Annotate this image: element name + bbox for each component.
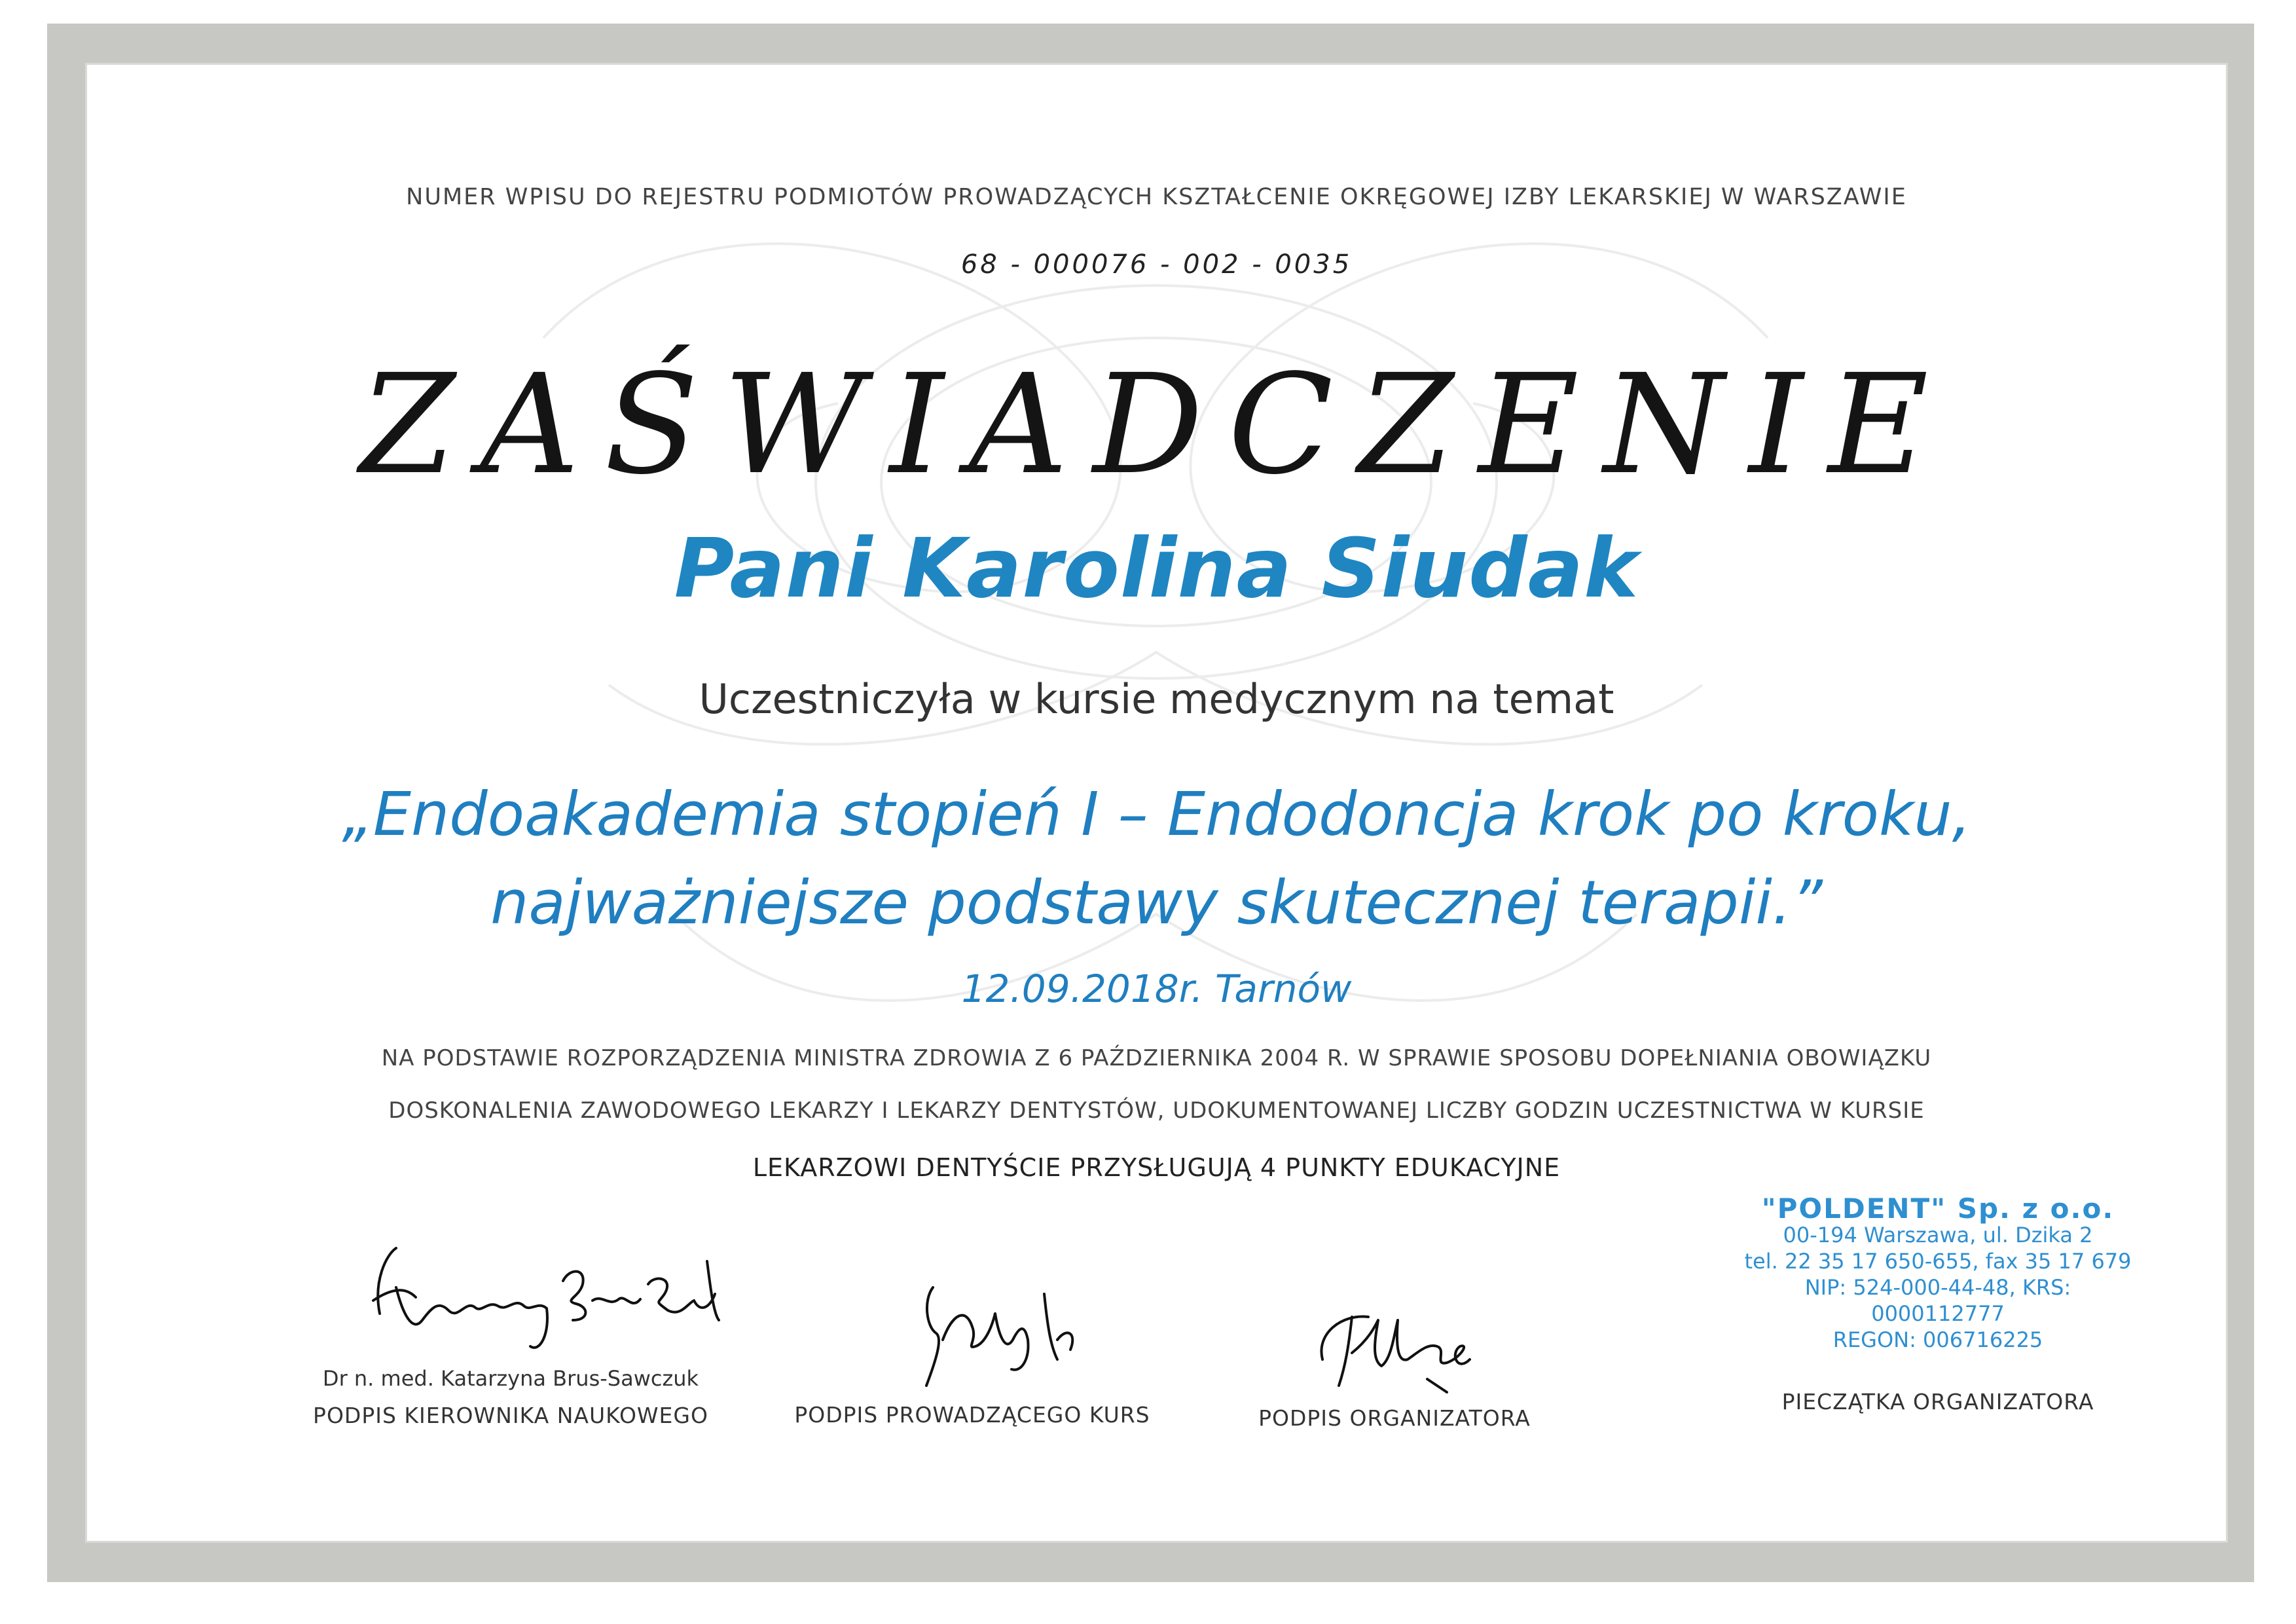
legal-basis-line-1: NA PODSTAWIE ROZPORZĄDZENIA MINISTRA ZDROWIA Z 6 PAŹDZIERNIKA 2004 R. W SPRAWIE SPOSOBU DOPEŁNIANIA OBOWIĄZKU	[381, 1045, 1932, 1071]
organizer-stamp	[1741, 1192, 2134, 1353]
organizer-caption: PODPIS ORGANIZATORA	[1258, 1405, 1531, 1431]
registry-caption: NUMER WPISU DO REJESTRU PODMIOTÓW PROWADZĄCYCH KSZTAŁCENIE OKRĘGOWEJ IZBY LEKARSKIEJ W WARSZAWIE	[406, 184, 1907, 210]
signature-organizer	[1211, 1281, 1578, 1431]
certificate-page	[85, 63, 2228, 1543]
registry-number: 68 - 000076 - 002 - 0035	[960, 249, 1353, 280]
course-date-place: 12.09.2018r. Tarnów	[961, 967, 1352, 1011]
stamp-company: "POLDENT" Sp. z o.o.	[1761, 1192, 2115, 1225]
stamp-regon: REGON: 006716225	[1832, 1327, 2043, 1352]
signature-scientific-head	[282, 1222, 740, 1428]
recipient-name: Pani Karolina Siudak	[674, 521, 1639, 616]
legal-basis-line-2: DOSKONALENIA ZAWODOWEGO LEKARZY I LEKARZY DENTYSTÓW, UDOKUMENTOWANEJ LICZBY GODZIN UCZESTNICTWA W KURSIE	[388, 1098, 1925, 1124]
scientific-head-caption: PODPIS KIEROWNIKA NAUKOWEGO	[313, 1403, 708, 1428]
certificate-border	[47, 24, 2254, 1582]
handwritten-signature-organizer	[1211, 1281, 1578, 1405]
stamp-caption: PIECZĄTKA ORGANIZATORA	[1781, 1389, 2094, 1414]
legal-basis	[85, 1032, 2228, 1137]
stamp-phone: tel. 22 35 17 650-655, fax 35 17 679	[1744, 1249, 2132, 1274]
education-points: LEKARZOWI DENTYŚCIE PRZYSŁUGUJĄ 4 PUNKTY EDUKACYJNE	[752, 1153, 1561, 1182]
instructor-caption: PODPIS PROWADZĄCEGO KURS	[794, 1402, 1150, 1428]
signature-instructor	[769, 1261, 1175, 1428]
scientific-head-name: Dr n. med. Katarzyna Brus-Sawczuk	[322, 1366, 699, 1391]
participation-statement: Uczestniczyła w kursie medycznym na temat	[699, 675, 1614, 723]
handwritten-signature-instructor	[769, 1261, 1175, 1402]
course-title-line-1: „Endoakademia stopień I – Endodoncja krok po kroku,	[342, 779, 1971, 849]
course-title	[85, 770, 2228, 947]
stamp-address: 00-194 Warszawa, ul. Dzika 2	[1783, 1223, 2093, 1247]
document-title: ZAŚWIADCZENIE	[359, 344, 1954, 505]
handwritten-signature-scientific-head	[282, 1222, 740, 1366]
stamp-nip-krs: NIP: 524-000-44-48, KRS: 0000112777	[1804, 1275, 2071, 1326]
course-title-line-2: najważniejsze podstawy skutecznej terapii.”	[490, 868, 1823, 938]
